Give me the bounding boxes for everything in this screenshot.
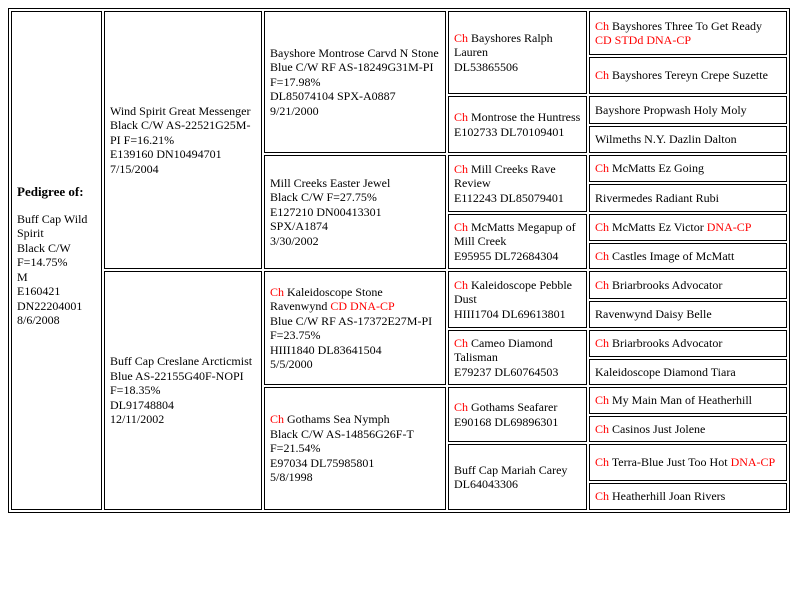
gen3-name: Ch Gothams Seafarer	[454, 400, 558, 414]
champion-prefix: Ch	[270, 284, 285, 299]
champion-prefix: Ch	[454, 219, 469, 234]
gen3-cell	[448, 96, 587, 153]
gen2-cell	[264, 155, 446, 269]
champion-prefix: Ch	[595, 393, 610, 408]
gen2-dob: 3/30/2002	[270, 233, 319, 248]
gen3-cell	[448, 271, 587, 328]
gen4-cell	[589, 96, 787, 124]
gen2-name: Bayshore Montrose Carvd N Stone	[270, 45, 439, 60]
gen2-cell	[264, 271, 446, 385]
gen3-name: Buff Cap Mariah Carey	[454, 462, 568, 477]
gen3-name: Ch Bayshores Ralph Lauren	[454, 30, 553, 60]
gen4-name: Ch Briarbrooks Advocator	[595, 277, 723, 292]
gen2-name: Ch Kaleidoscope Stone Ravenwynd CD DNA-CP	[270, 284, 395, 313]
champion-prefix: Ch	[454, 335, 469, 350]
gen2-registration: HIII1840 DL83641504	[270, 342, 382, 357]
gen4-name: Ch McMatts Ez Victor DNA-CP	[595, 220, 752, 235]
champion-prefix: Ch	[595, 161, 610, 176]
gen2-cell	[264, 387, 446, 510]
gen3-registration: E79237 DL60764503	[454, 364, 559, 379]
gen3-name: Ch Cameo Diamond Talisman	[454, 335, 553, 365]
champion-prefix: Ch	[595, 336, 610, 351]
gen4-cell	[589, 126, 787, 153]
champion-prefix: Ch	[595, 18, 610, 33]
gen2-details: Black C/W F=27.75%	[270, 190, 377, 205]
subject-dob: 8/6/2008	[17, 313, 60, 327]
gen3-registration: E90168 DL69896301	[454, 414, 559, 429]
gen4-name: Ch Terra-Blue Just Too Hot DNA-CP	[595, 455, 776, 470]
dam-name: Buff Cap Creslane Arcticmist	[110, 354, 253, 369]
gen2-details: Black C/W AS-14856G26F-T F=21.54%	[270, 426, 414, 456]
gen4-name: Rivermedes Radiant Rubi	[595, 190, 719, 205]
champion-prefix: Ch	[270, 412, 285, 427]
champion-prefix: Ch	[595, 68, 610, 83]
gen2-registration: DL85074104 SPX-A0887	[270, 89, 396, 104]
gen3-registration: HIII1704 DL69613801	[454, 306, 566, 321]
champion-prefix: Ch	[595, 489, 610, 504]
gen3-name: Ch Kaleidoscope Pebble Dust	[454, 277, 572, 307]
dam-registration: DL91748804	[110, 397, 174, 412]
champion-prefix: Ch	[595, 455, 610, 470]
champion-prefix: Ch	[595, 421, 610, 436]
sire-name: Wind Spirit Great Messenger	[110, 103, 251, 118]
dam-dob: 12/11/2002	[110, 412, 165, 427]
gen4-cell	[589, 214, 787, 241]
gen3-cell	[448, 214, 587, 269]
gen4-cell	[589, 301, 787, 328]
gen2-dob: 5/8/1998	[270, 470, 313, 485]
subject-name: Buff Cap Wild Spirit	[17, 211, 88, 240]
gen4-cell	[589, 57, 787, 94]
gen3-name: Ch Montrose the Huntress	[454, 110, 581, 124]
gen2-name: Mill Creeks Easter Jewel	[270, 175, 391, 190]
sire-cell	[104, 11, 262, 269]
champion-prefix: Ch	[454, 110, 469, 124]
gen4-cell	[589, 387, 787, 414]
pedigree-table	[8, 8, 790, 513]
gen4-cell	[589, 483, 787, 510]
subject-reg2: DN22204001	[17, 298, 83, 313]
gen4-name: Ch Casinos Just Jolene	[595, 421, 706, 436]
gen2-registration: E97034 DL75985801	[270, 455, 375, 470]
gen4-cell	[589, 444, 787, 481]
gen3-registration: E112243 DL85079401	[454, 190, 564, 205]
sire-registration: E139160 DN10494701	[110, 147, 222, 162]
gen3-registration: DL64043306	[454, 477, 518, 491]
dam-details: Blue AS-22155G40F-NOPI F=18.35%	[110, 368, 244, 398]
gen4-name: Ch Castles Image of McMatt	[595, 248, 735, 263]
champion-prefix: Ch	[454, 400, 469, 414]
gen2-cell	[264, 11, 446, 153]
gen4-name: Ch Bayshores Three To Get Ready CD STDd DNA-CP	[595, 18, 763, 47]
gen3-registration: E95955 DL72684304	[454, 248, 559, 263]
gen4-cell	[589, 243, 787, 269]
gen3-name: Ch Mill Creeks Rave Review	[454, 161, 556, 191]
dam-cell	[104, 271, 262, 510]
gen3-cell	[448, 330, 587, 385]
gen3-cell	[448, 387, 587, 442]
champion-prefix: Ch	[454, 161, 469, 176]
champion-prefix: Ch	[454, 277, 469, 292]
champion-prefix: Ch	[595, 220, 610, 235]
subject-sex: M	[17, 269, 28, 284]
gen2-dob: 5/5/2000	[270, 357, 313, 371]
title-suffix: DNA-CP	[730, 455, 776, 470]
gen3-registration: DL53865506	[454, 59, 518, 74]
gen4-cell	[589, 184, 787, 212]
subject-color: Black C/W	[17, 240, 71, 255]
gen4-name: Wilmeths N.Y. Dazlin Dalton	[595, 132, 737, 147]
gen2-dob: 9/21/2000	[270, 103, 319, 118]
gen4-name: Ch McMatts Ez Going	[595, 161, 705, 176]
title-suffix: CD DNA-CP	[330, 299, 395, 313]
gen4-name: Ch Bayshores Tereyn Crepe Suzette	[595, 68, 768, 83]
pedigree-heading: Pedigree of:	[17, 184, 84, 199]
gen4-name: Ch Briarbrooks Advocator	[595, 336, 723, 351]
gen4-cell	[589, 155, 787, 182]
subject-coi: F=14.75%	[17, 255, 68, 269]
gen4-name: Ravenwynd Daisy Belle	[595, 307, 712, 322]
subject-reg1: E160421	[17, 284, 61, 298]
gen2-details: Blue C/W RF AS-17372E27M-PI F=23.75%	[270, 313, 433, 342]
gen4-cell	[589, 416, 787, 442]
champion-prefix: Ch	[595, 248, 610, 263]
gen4-cell	[589, 330, 787, 357]
gen2-details: Blue C/W RF AS-18249G31M-PI F=17.98%	[270, 60, 434, 89]
gen4-cell	[589, 359, 787, 385]
gen3-name: Ch McMatts Megapup of Mill Creek	[454, 219, 576, 249]
champion-prefix: Ch	[454, 30, 469, 45]
champion-prefix: Ch	[595, 277, 610, 292]
title-suffix: DNA-CP	[706, 220, 752, 235]
gen2-registration: E127210 DN00413301 SPX/A1874	[270, 204, 382, 234]
gen4-name: Kaleidoscope Diamond Tiara	[595, 364, 736, 379]
sire-dob: 7/15/2004	[110, 161, 159, 176]
gen4-cell	[589, 11, 787, 55]
gen4-cell	[589, 271, 787, 299]
gen3-cell	[448, 444, 587, 510]
gen3-cell	[448, 155, 587, 212]
gen3-registration: E102733 DL70109401	[454, 124, 565, 139]
gen2-name: Ch Gothams Sea Nymph	[270, 412, 390, 427]
gen4-name: Bayshore Propwash Holy Moly	[595, 102, 747, 117]
gen4-name: Ch Heatherhill Joan Rivers	[595, 489, 726, 504]
gen4-name: Ch My Main Man of Heatherhill	[595, 393, 752, 408]
title-suffix: CD STDd DNA-CP	[595, 33, 692, 47]
sire-details: Black C/W AS-22521G25M-PI F=16.21%	[110, 118, 251, 147]
gen3-cell	[448, 11, 587, 94]
subject-cell	[11, 11, 102, 510]
